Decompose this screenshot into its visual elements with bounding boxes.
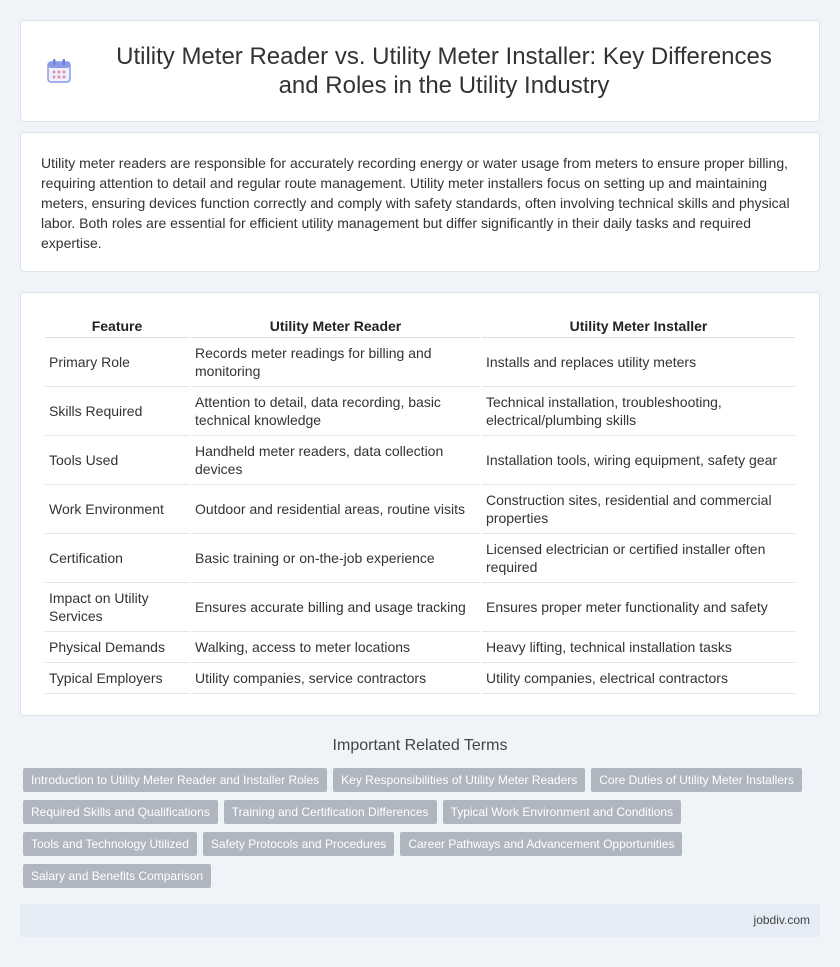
table-row: [45, 534, 795, 583]
table-row: [45, 663, 795, 694]
table-row: [45, 632, 795, 663]
table-row: [45, 387, 795, 436]
comparison-table-card: [20, 292, 820, 716]
related-term-tag[interactable]: Salary and Benefits Comparison: [23, 864, 211, 888]
title-row: [21, 21, 819, 121]
related-term-tag[interactable]: Safety Protocols and Procedures: [203, 832, 394, 856]
row-reader: Outdoor and residential areas, routine visits: [191, 485, 480, 534]
related-term-tag[interactable]: Required Skills and Qualifications: [23, 800, 218, 824]
row-feature: Tools Used: [45, 436, 189, 485]
row-feature: Primary Role: [45, 338, 189, 387]
page-title: Utility Meter Reader vs. Utility Meter Installer: Key Differences and Roles in the Utility Industry: [116, 43, 772, 99]
row-installer: Installs and replaces utility meters: [482, 338, 795, 387]
row-installer: Technical installation, troubleshooting, electrical/plumbing skills: [482, 387, 795, 436]
row-installer: Construction sites, residential and commercial properties: [482, 485, 795, 534]
table-row: [45, 485, 795, 534]
related-term-tag[interactable]: Career Pathways and Advancement Opportunities: [400, 832, 682, 856]
related-term-tag[interactable]: Core Duties of Utility Meter Installers: [591, 768, 802, 792]
row-reader: Records meter readings for billing and monitoring: [191, 338, 480, 387]
row-installer: Utility companies, electrical contractors: [482, 663, 795, 694]
row-reader: Utility companies, service contractors: [191, 663, 480, 694]
related-terms-list: [23, 768, 823, 888]
row-feature: Physical Demands: [45, 632, 189, 663]
intro-paragraph: Utility meter readers are responsible for accurately recording energy or water usage from meters to ensure proper billing, requiring attention to detail and regular route management. Utility meter installers focus on setting up and maintaining meters, ensuring devices function correctly and comply with safety standards, often involving technical skills and physical labor. Both roles are essential for efficient utility management but differ significantly in their daily tasks and required expertise.: [41, 155, 790, 251]
row-installer: Ensures proper meter functionality and safety: [482, 583, 795, 632]
row-feature: Certification: [45, 534, 189, 583]
table-row: [45, 338, 795, 387]
row-reader: Handheld meter readers, data collection devices: [191, 436, 480, 485]
intro-card: [20, 132, 820, 272]
row-installer: Licensed electrician or certified installer often required: [482, 534, 795, 583]
row-reader: Basic training or on-the-job experience: [191, 534, 480, 583]
row-feature: Work Environment: [45, 485, 189, 534]
table-row: [45, 583, 795, 632]
footer: [20, 904, 820, 937]
header-feature: Feature: [45, 311, 189, 338]
related-term-tag[interactable]: Training and Certification Differences: [224, 800, 437, 824]
comparison-table: [43, 311, 797, 694]
row-reader: Attention to detail, data recording, basic technical knowledge: [191, 387, 480, 436]
row-installer: Heavy lifting, technical installation tasks: [482, 632, 795, 663]
row-feature: Impact on Utility Services: [45, 583, 189, 632]
row-feature: Typical Employers: [45, 663, 189, 694]
related-term-tag[interactable]: Tools and Technology Utilized: [23, 832, 197, 856]
header-installer: Utility Meter Installer: [482, 311, 795, 338]
calendar-icon: [45, 57, 73, 85]
table-row: [45, 436, 795, 485]
row-feature: Skills Required: [45, 387, 189, 436]
related-term-tag[interactable]: Introduction to Utility Meter Reader and Installer Roles: [23, 768, 327, 792]
row-installer: Installation tools, wiring equipment, safety gear: [482, 436, 795, 485]
header-reader: Utility Meter Reader: [191, 311, 480, 338]
related-terms-title: Important Related Terms: [332, 737, 508, 754]
footer-site-link[interactable]: jobdiv.com: [753, 913, 810, 927]
header-card: [20, 20, 820, 122]
related-term-tag[interactable]: Typical Work Environment and Conditions: [443, 800, 682, 824]
row-reader: Ensures accurate billing and usage tracking: [191, 583, 480, 632]
related-term-tag[interactable]: Key Responsibilities of Utility Meter Readers: [333, 768, 585, 792]
row-reader: Walking, access to meter locations: [191, 632, 480, 663]
table-header-row: [45, 311, 795, 338]
